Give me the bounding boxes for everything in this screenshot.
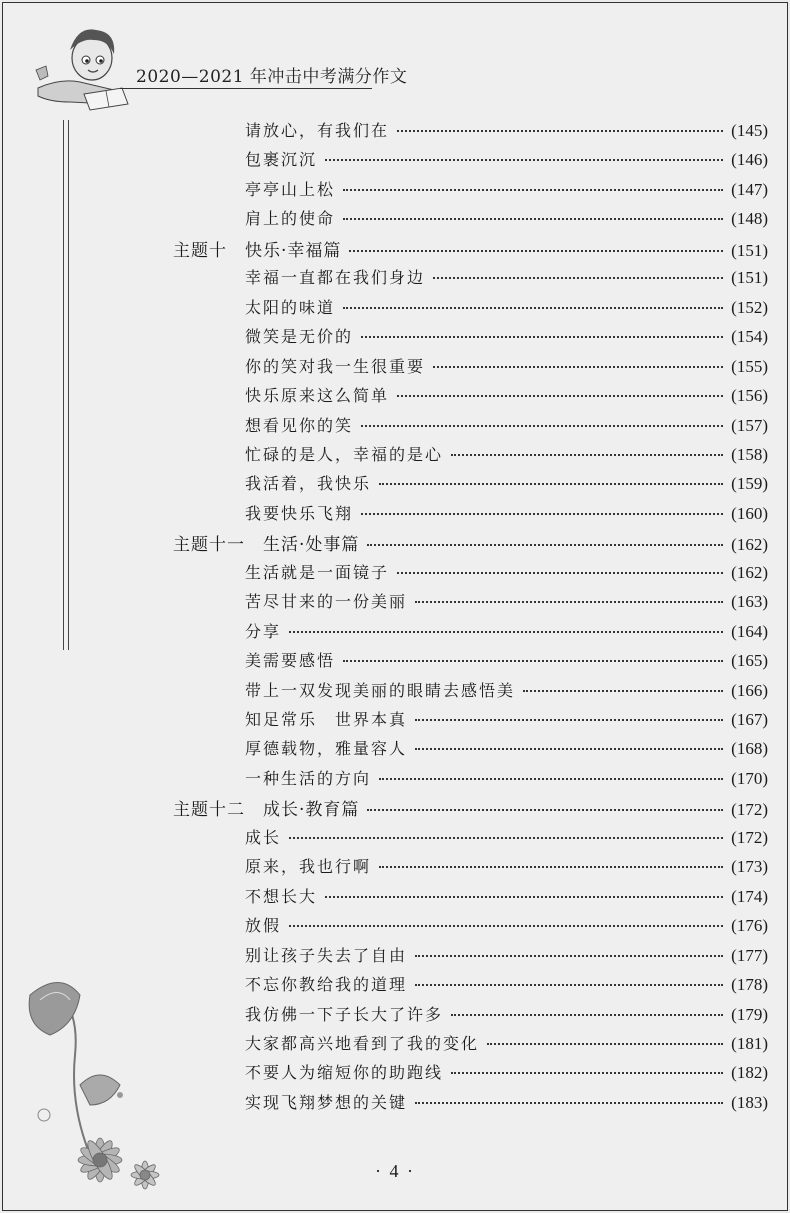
toc-entry-title: 别让孩子失去了自由 [245,946,408,965]
toc-entry [245,295,768,321]
toc-leader-dots [451,454,723,456]
toc-entry-page: (173) [731,857,768,876]
toc-leader-dots [397,130,723,132]
toc-entry-title: 美需要感悟 [245,651,336,670]
toc-entry-title: 带上一双发现美丽的眼睛去感悟美 [245,681,516,700]
toc-entry [245,560,768,586]
toc-entry-page: (158) [731,445,768,464]
toc-leader-dots [415,1102,723,1104]
toc-entry-page: (154) [731,327,768,346]
toc-entry-title: 知足常乐 世界本真 [245,710,408,729]
toc-entry-title: 你的笑对我一生很重要 [245,357,426,376]
toc-entry [245,678,768,704]
toc-entry-title: 我活着，我快乐 [245,474,372,493]
toc-entry [245,619,768,645]
toc-entry [245,442,768,468]
toc-leader-dots [397,395,723,397]
toc-leader-dots [343,189,723,191]
toc-entry-title: 肩上的使命 [245,209,336,228]
toc-entry-page: (167) [731,710,768,729]
toc-entry-page: (181) [731,1034,768,1053]
toc-entry-page: (172) [731,828,768,847]
toc-entry [245,589,768,615]
toc-leader-dots [289,837,723,839]
toc-entry [245,118,768,144]
toc-entry-page: (172) [731,800,768,819]
toc-entry-page: (178) [731,975,768,994]
toc-entry-title: 亭亭山上松 [245,180,336,199]
toc-entry-title: 请放心，有我们在 [245,121,390,140]
toc-leader-dots [343,307,723,309]
toc-entry [245,648,768,674]
toc-entry [245,354,768,380]
toc-entry-title: 想看见你的笑 [245,416,354,435]
toc-entry-title: 主题十 快乐·幸福篇 [173,241,342,261]
toc-entry-title: 快乐原来这么简单 [245,386,390,405]
toc-entry-page: (179) [731,1005,768,1024]
toc-leader-dots [451,1072,723,1074]
toc-leader-dots [433,366,723,368]
toc-entry-title: 放假 [245,916,282,935]
toc-entry-title: 幸福一直都在我们身边 [245,268,426,287]
toc-entry-page: (152) [731,298,768,317]
toc-leader-dots [415,955,723,957]
toc-leader-dots [361,425,723,427]
toc-entry [245,383,768,409]
toc-leader-dots [361,513,723,515]
toc-entry-page: (148) [731,209,768,228]
toc-entry-title: 我要快乐飞翔 [245,504,354,523]
toc-entry-page: (168) [731,739,768,758]
toc-entry-title: 实现飞翔梦想的关键 [245,1093,408,1112]
toc-entry-page: (163) [731,592,768,611]
toc-entry [245,1090,768,1116]
toc-entry-title: 厚德载物，雅量容人 [245,739,408,758]
toc-entry-page: (147) [731,180,768,199]
toc-leader-dots [361,336,723,338]
toc-leader-dots [325,896,723,898]
toc-leader-dots [415,601,723,603]
toc-leader-dots [325,159,723,161]
toc-entry [245,972,768,998]
toc-entry [245,206,768,232]
toc-entry-page: (165) [731,651,768,670]
toc-leader-dots [343,218,723,220]
toc-entry-page: (166) [731,681,768,700]
toc-entry-title: 分享 [245,622,282,641]
toc-entry [245,707,768,733]
toc-entry-page: (182) [731,1063,768,1082]
toc-entry [245,884,768,910]
toc-entry [245,501,768,527]
toc-leader-dots [367,809,723,811]
toc-leader-dots [379,866,723,868]
toc-leader-dots [397,572,723,574]
toc-entry [245,736,768,762]
toc-entry-title: 主题十一 生活·处事篇 [173,535,360,555]
toc-entry-page: (183) [731,1093,768,1112]
toc-entry-title: 太阳的味道 [245,298,336,317]
toc-leader-dots [379,778,723,780]
toc-entry-title: 忙碌的是人，幸福的是心 [245,445,444,464]
toc-entry-page: (145) [731,121,768,140]
toc-entry [245,1060,768,1086]
toc-entry-page: (159) [731,474,768,493]
toc-leader-dots [415,748,723,750]
toc-entry-page: (146) [731,150,768,169]
toc-entry [245,1031,768,1057]
toc-entry [245,471,768,497]
toc-leader-dots [415,984,723,986]
toc-entry-page: (160) [731,504,768,523]
toc-leader-dots [487,1043,723,1045]
toc-entry-title: 不要人为缩短你的助跑线 [245,1063,444,1082]
toc-entry [245,943,768,969]
toc-leader-dots [349,250,723,252]
toc-entry-page: (151) [731,268,768,287]
toc-entry-page: (176) [731,916,768,935]
page-number: · 4 · [375,1161,415,1181]
toc-entry-title: 主题十二 成长·教育篇 [173,800,360,820]
toc-entry [245,825,768,851]
toc-leader-dots [433,277,723,279]
toc-entry [245,265,768,291]
toc-entry-title: 我仿佛一下子长大了许多 [245,1005,444,1024]
toc-entry [245,177,768,203]
toc-entry-title: 包裹沉沉 [245,150,318,169]
toc-entry-title: 原来，我也行啊 [245,857,372,876]
toc-entry-page: (164) [731,622,768,641]
toc-entry [245,1002,768,1028]
toc-entry [245,324,768,350]
toc-entry [245,854,768,880]
toc-entry [245,766,768,792]
running-header-title: 2020—2021 年冲击中考满分作文 [136,67,408,87]
toc-leader-dots [289,631,723,633]
toc-leader-dots [523,690,723,692]
toc-entry-title: 大家都高兴地看到了我的变化 [245,1034,480,1053]
toc-entry-page: (162) [731,535,768,554]
toc-entry-title: 苦尽甘来的一份美丽 [245,592,408,611]
toc-entry-title: 不想长大 [245,887,318,906]
toc-entry-title: 不忘你教给我的道理 [245,975,408,994]
toc-leader-dots [379,483,723,485]
toc-leader-dots [367,544,723,546]
toc-entry-page: (162) [731,563,768,582]
toc-section-heading [173,530,768,556]
toc-section-heading [173,795,768,821]
toc-section-heading [173,236,768,262]
toc-entry-title: 微笑是无价的 [245,327,354,346]
toc-entry-page: (151) [731,241,768,260]
toc-entry-page: (156) [731,386,768,405]
toc-entry [245,147,768,173]
toc-entry [245,913,768,939]
toc-entry [245,413,768,439]
toc-entry-page: (157) [731,416,768,435]
toc-entry-title: 一种生活的方向 [245,769,372,788]
toc-entry-page: (170) [731,769,768,788]
toc-leader-dots [289,925,723,927]
toc-entry-title: 成长 [245,828,282,847]
toc-entry-page: (177) [731,946,768,965]
toc-leader-dots [415,719,723,721]
toc-leader-dots [343,660,723,662]
toc-entry-title: 生活就是一面镜子 [245,563,390,582]
toc-entry-page: (155) [731,357,768,376]
toc-entry-page: (174) [731,887,768,906]
toc-leader-dots [451,1014,723,1016]
